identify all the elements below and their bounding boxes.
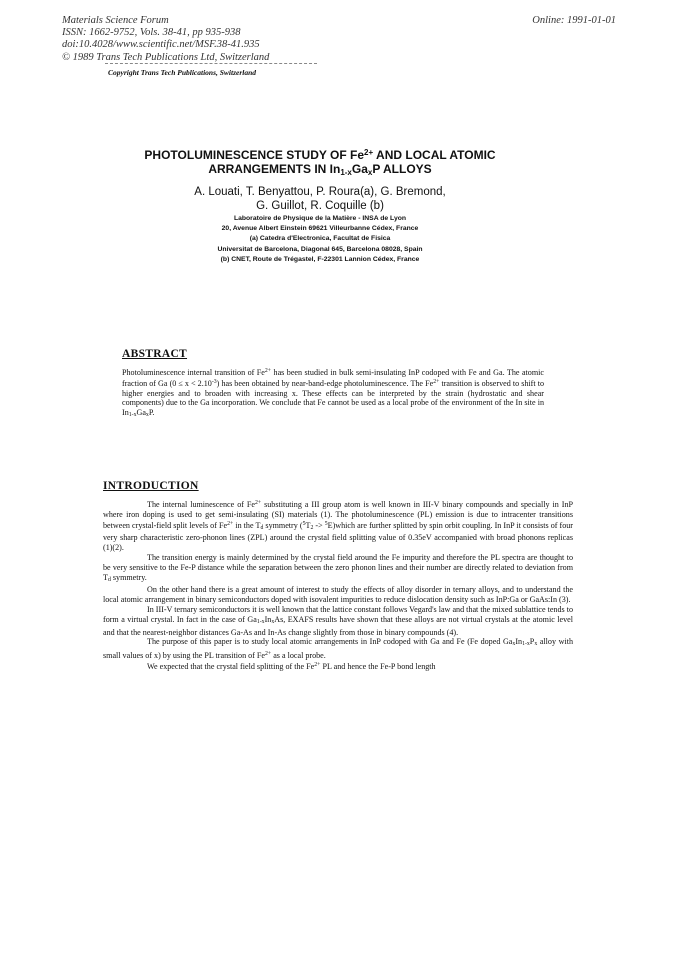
abstract-heading: ABSTRACT [122, 348, 188, 360]
intro-paragraph-2: The transition energy is mainly determined by the crystal field around the Fe impurity and therefore the PL spectra are thought to be very sensitive to the Fe-P distance while the separation between the zero phonon lines and their number are directly related to deviation from Td symmetry. [103, 552, 573, 583]
intro-paragraph-1: The internal luminescence of $Fe^{2+}$ substituting a III group atom is well known in III-V binary compounds and specially in InP where iron doping is used to get semi-insulating (SI) materials (1). The photoluminescence (PL) emission is due to intracenter transitions between crystal-field split levels of $Fe^{2+}$ in the Td symmetry ($^5$T2 -> $^5$E)which are further splitted by spin orbit coupling. In InP it consists of four very sharp characteristic zero-phonon lines (ZPL) around the crystal field splitting value of 0.35eV accompanied with broad phonons replicas (1)(2). [103, 500, 573, 553]
paper-title [0, 146, 640, 180]
affiliation-line: 20, Avenue Albert Einstein 69621 Villeurbanne Cédex, France [221, 225, 419, 233]
scan-artifact-line [105, 63, 317, 64]
intro-paragraph-5: The purpose of this paper is to study local atomic arrangements in InP codoped with Ga and Fe (Fe doped GaxIn1-xPx alloy with small values of x) by using the PL transition of $Fe^{2+}$ as a local probe. [103, 637, 573, 661]
authors-line-2: G. Guillot, R. Coquille (b) [256, 199, 384, 212]
intro-paragraph-6: We expected that the crystal field splitting of the $Fe^{2+}$ PL and hence the Fe-P bond length [147, 661, 436, 671]
affiliation-line: (b) CNET, Route de Trégastel, F-22301 Lannion Cédex, France [220, 255, 420, 263]
affiliation-line: (a) Catedra d'Electronica, Facultat de Fisica [249, 235, 391, 243]
journal-name: Materials Science Forum [62, 15, 169, 26]
affiliations [0, 214, 640, 265]
journal-header [62, 15, 269, 64]
intro-paragraph-3: On the other hand there is a great amount of interest to study the effects of alloy disorder in ternary alloys, and to understand the local atomic arrangement in binary semiconductors doped with isovalent impurities to reduce dislocation density such as InP:Ga or GaAs:In (3). [103, 585, 573, 605]
intro-paragraph-4: In III-V ternary semiconductors it is well known that the lattice constant follows Vegard's law and that the mixed sublattice tends to form a virtual crystal. In fact in the case of Ga1-xInxAs, EXAFS results have shown that these alloys are not virtual crystals at the atomic level and that the nearest-neighbor distances Ga-As and In-As change slightly from those in binary compounds (4). [103, 604, 573, 637]
abstract-body: Photoluminescence internal transition of $Fe^{2+}$ has been studied in bulk semi-insulating InP codoped with Fe and Ga. The atomic fraction of Ga $(0 \le x < 2.10^{-3})$ has been obtained by near-band-edge photoluminescence. The $Fe^{2+}$ transition is observed to shift to higher energies and to broaden with increasing x. These effects can be interpreted by the strain (hydrostatic and shear components) due to the Ga incorporation. We conclude that Fe cannot be used as a local probe of the environment of the In site in In1-xGaxP. [122, 368, 544, 419]
introduction-heading: INTRODUCTION [103, 480, 199, 492]
affiliation-line: Laboratoire de Physique de la Matière - INSA de Lyon [233, 215, 407, 222]
title-line-2: ARRANGEMENTS IN In1-xGaxP ALLOYS [208, 162, 432, 177]
journal-copyright: © 1989 Trans Tech Publications Ltd, Switzerland [62, 51, 270, 63]
journal-doi[interactable]: doi:10.4028/www.scientific.net/MSF.38-41.935 [62, 39, 260, 51]
affiliation-line: Universitat de Barcelona, Diagonal 645, Barcelona 08028, Spain [217, 245, 423, 253]
introduction-body [103, 499, 573, 672]
journal-issn: ISSN: 1662-9752, Vols. 38-41, pp 935-938 [62, 27, 241, 39]
copyright-note: Copyright Trans Tech Publications, Switzerland [108, 68, 257, 77]
online-date: Online: 1991-01-01 [532, 15, 616, 26]
title-line-1: PHOTOLUMINESCENCE STUDY OF $Fe^{2+}$ AND LOCAL ATOMIC [144, 148, 496, 162]
author-list [0, 186, 640, 213]
authors-line-1: A. Louati, T. Benyattou, P. Roura(a), G. Bremond, [194, 186, 446, 198]
